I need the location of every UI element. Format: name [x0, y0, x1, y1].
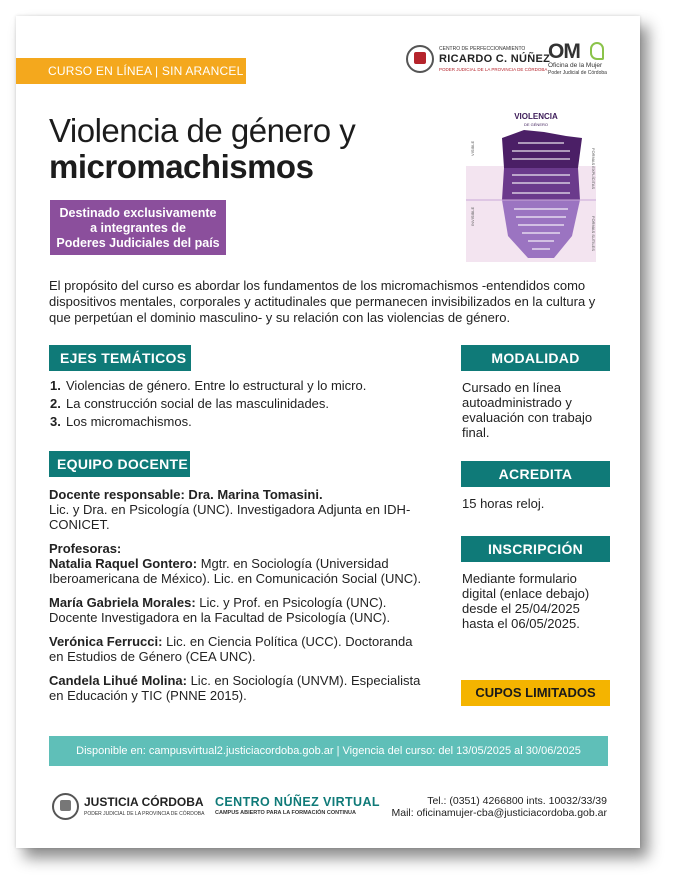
description-line: que perpetúan el dominio masculino- y su relación con las violencias de género.: [49, 310, 511, 325]
iceberg-subtitle: DE GÉNERO: [523, 122, 549, 127]
om-mark: OM: [548, 40, 580, 63]
list-item: [50, 395, 366, 413]
cupos-limitados-badge: CUPOS LIMITADOS: [461, 680, 610, 706]
profesora-detail: Docente Investigadora en la Facultad de Psicología (UNC).: [49, 610, 391, 625]
ejes-heading: EJES TEMÁTICOS: [49, 345, 191, 371]
iceberg-invisible-label: INVISIBLE: [470, 206, 475, 226]
profesora-detail: en Educación y TIC (PNNE 2015).: [49, 688, 247, 703]
iceberg-explicit-label: FORMAS EXPLÍCITAS: [591, 148, 596, 190]
iceberg-visible-label: VISIBLE: [470, 140, 475, 156]
audience-line: Poderes Judiciales del país: [56, 236, 220, 250]
ejes-list: [50, 377, 366, 431]
iceberg-illustration: [462, 108, 610, 268]
audience-box: [50, 200, 226, 255]
list-text: La construcción social de las masculinidades.: [66, 396, 330, 411]
acredita-line: 15 horas reloj.: [462, 496, 545, 511]
iceberg-graphic: [462, 108, 610, 268]
list-item: [50, 413, 366, 431]
course-title-line2: micromachismos: [49, 148, 314, 185]
contact-info: [391, 795, 607, 819]
logo-nunez-name: RICARDO C. NÚÑEZ: [439, 53, 551, 65]
audience-line: Destinado exclusivamente: [59, 206, 217, 220]
availability-band[interactable]: Disponible en: campusvirtual2.justiciacordoba.gob.ar | Vigencia del curso: del 13/05/2025 al 30/06/2025: [49, 736, 608, 766]
inscripcion-line: Mediante formulario: [462, 571, 577, 586]
inscripcion-line: desde el 25/04/2025: [462, 601, 580, 616]
inscripcion-heading: INSCRIPCIÓN: [461, 536, 610, 562]
audience-line: a integrantes de: [90, 221, 186, 235]
responsable-block: [49, 487, 439, 532]
course-type-tag: CURSO EN LÍNEA | SIN ARANCEL: [16, 58, 246, 84]
modalidad-line: autoadministrado y: [462, 395, 572, 410]
justicia-cordoba-logo: [52, 791, 205, 823]
description-line: dispositivos mentales, corporales y actitudinales que permanecen invisibilizados en la cultura y: [49, 294, 596, 309]
modalidad-line: Cursado en línea: [462, 380, 562, 395]
centro-virtual-name: CENTRO NÚÑEZ VIRTUAL: [215, 795, 380, 809]
profesoras-label: Profesoras:: [49, 541, 122, 556]
list-number: 2.: [50, 396, 61, 411]
profesora-block: [49, 541, 439, 586]
logo-nunez-sub: PODER JUDICIAL DE LA PROVINCIA DE CÓRDOBA: [439, 67, 548, 72]
om-sub: Poder Judicial de Córdoba: [548, 70, 607, 76]
modalidad-line: final.: [462, 425, 490, 440]
inscripcion-text: [462, 571, 589, 631]
oficina-mujer-logo: [546, 40, 616, 78]
profesora-line: [49, 595, 439, 610]
om-name: Oficina de la Mujer: [548, 62, 603, 69]
modalidad-text: [462, 380, 592, 440]
responsable-line: Lic. y Dra. en Psicología (UNC). Investigadora Adjunta en IDH-: [49, 502, 411, 517]
centro-nunez-virtual-logo: [215, 795, 385, 821]
contact-phone: Tel.: (0351) 4266800 ints. 10032/33/39: [427, 795, 607, 807]
profesora-detail: Lic. en Sociología (UNVM). Especialista: [186, 673, 421, 688]
profesora-name: María Gabriela Morales:: [49, 595, 196, 610]
iceberg-subtle-label: FORMAS SUTILES: [591, 216, 596, 251]
acredita-text: [462, 496, 544, 511]
seal-icon: [52, 793, 79, 820]
description-line: El propósito del curso es abordar los fundamentos de los micromachismos -entendidos como: [49, 278, 586, 293]
iceberg-title: VIOLENCIA: [514, 112, 558, 121]
inscripcion-line: hasta el 06/05/2025.: [462, 616, 580, 631]
profesora-detail: en Estudios de Género (CEA UNC).: [49, 649, 256, 664]
modalidad-heading: MODALIDAD: [461, 345, 610, 371]
list-text: Violencias de género. Entre lo estructural y lo micro.: [66, 378, 367, 393]
centro-nunez-logo: [406, 43, 551, 77]
profesora-detail: Mgtr. en Sociología (Universidad: [197, 556, 389, 571]
justicia-sub: PODER JUDICIAL DE LA PROVINCIA DE CÓRDOBA: [84, 811, 205, 817]
profesora-block: [49, 634, 439, 664]
profesora-detail: Lic. en Ciencia Política (UCC). Doctoranda: [162, 634, 413, 649]
logo-nunez-top: CENTRO DE PERFECCIONAMIENTO: [439, 46, 526, 52]
list-item: [50, 377, 366, 395]
profesora-name: Candela Lihué Molina:: [49, 673, 187, 688]
equipo-heading: EQUIPO DOCENTE: [49, 451, 190, 477]
responsable-line: CONICET.: [49, 517, 110, 532]
centro-virtual-sub: CAMPUS ABIERTO PARA LA FORMACIÓN CONTINUA: [215, 810, 356, 816]
profesora-name: Natalia Raquel Gontero:: [49, 556, 198, 571]
team-section: [49, 487, 439, 712]
profesora-line: [49, 556, 439, 571]
modalidad-line: evaluación con trabajo: [462, 410, 593, 425]
responsable-label: Docente responsable: Dra. Marina Tomasini.: [49, 487, 323, 502]
list-text: Los micromachismos.: [66, 414, 192, 429]
leaf-icon: [590, 42, 604, 60]
list-number: 3.: [50, 414, 61, 429]
profesora-name: Verónica Ferrucci:: [49, 634, 163, 649]
list-number: 1.: [50, 378, 61, 393]
profesora-line: [49, 634, 439, 649]
seal-icon: [406, 45, 434, 73]
course-title-line1: Violencia de género y: [49, 112, 356, 149]
profesora-block: [49, 595, 439, 625]
inscripcion-line: digital (enlace debajo): [462, 586, 590, 601]
profesora-block: [49, 673, 439, 703]
profesora-line: [49, 673, 439, 688]
course-description: [49, 278, 609, 326]
contact-email[interactable]: Mail: oficinamujer-cba@justiciacordoba.gob.ar: [391, 807, 607, 819]
profesora-detail: Lic. y Prof. en Psicología (UNC).: [195, 595, 387, 610]
profesora-detail: Iberoamericana de México). Lic. en Comunicación Social (UNC).: [49, 571, 422, 586]
acredita-heading: ACREDITA: [461, 461, 610, 487]
justicia-name: JUSTICIA CÓRDOBA: [84, 795, 204, 809]
